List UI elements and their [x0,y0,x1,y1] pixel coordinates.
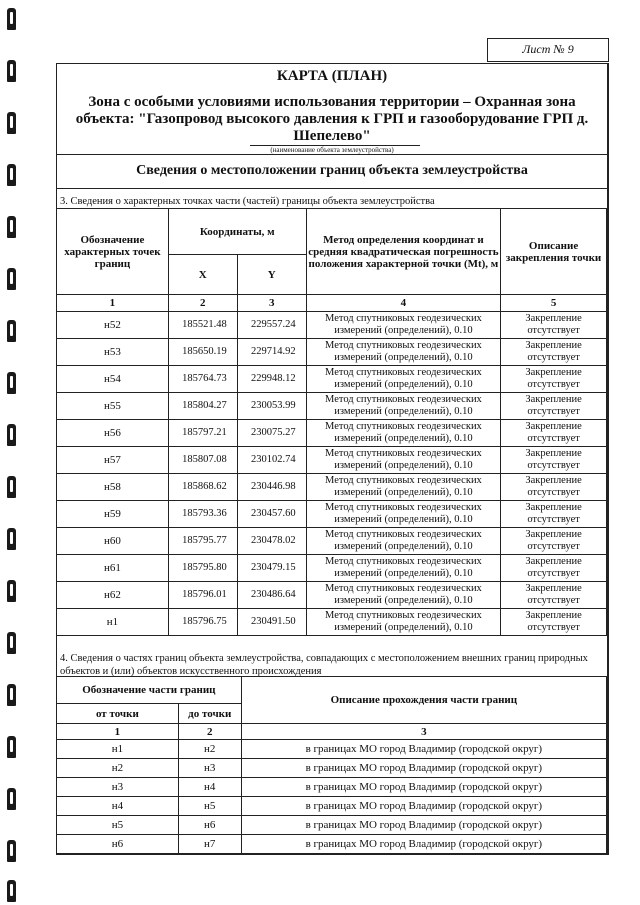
table-row [57,339,607,366]
method-line: Метод спутниковых геодезических [325,610,482,621]
method-line: измерений (определений), 0.10 [334,433,473,444]
object-name-note: (наименование объекта землеустройства) [270,146,394,154]
fixing-line: отсутствует [527,487,580,498]
table-row [57,420,607,447]
method-line: измерений (определений), 0.10 [334,460,473,471]
table-row [57,474,607,501]
binder-hole [7,320,16,342]
header-method: Метод определения координат и средняя квадратическая погрешность положения характерной точки (Мt), м [306,209,500,295]
part-description: в границах МО город Владимир (городской округ) [241,759,606,778]
coord-x: 185521.48 [168,312,237,339]
document-subtitle: Зона с особыми условиями использования территории – Охранная зона объекта: "Газопровод высокого давления к ГРП и газооборудование ГРП д. Шепелево" [75,94,589,144]
binder-hole [7,684,16,706]
table-row [57,835,607,854]
table-row [57,528,607,555]
method-line: Метод спутниковых геодезических [325,448,482,459]
from-point: н5 [57,816,179,835]
coord-y: 230486.64 [237,582,306,609]
fixing-line: отсутствует [527,433,580,444]
coord-x: 185797.21 [168,420,237,447]
part-description: в границах МО город Владимир (городской округ) [241,740,606,759]
header-description: Описание прохождения части границ [241,677,606,724]
coord-y: 230053.99 [237,393,306,420]
from-point: н6 [57,835,179,854]
method-cell [306,393,500,420]
method-line: измерений (определений), 0.10 [334,352,473,363]
fixing-line: Закрепление [525,367,582,378]
point-id: н57 [57,447,169,474]
table-row [57,759,607,778]
coord-x: 185650.19 [168,339,237,366]
method-cell [306,420,500,447]
from-point: н2 [57,759,179,778]
method-line: Метод спутниковых геодезических [325,475,482,486]
binder-hole [7,112,16,134]
fixing-line: Закрепление [525,502,582,513]
method-cell [306,339,500,366]
coord-y: 230446.98 [237,474,306,501]
coord-y: 229948.12 [237,366,306,393]
point-id: н59 [57,501,169,528]
table-row [57,582,607,609]
point-id: н60 [57,528,169,555]
col-number: 5 [501,295,607,312]
coord-x: 185795.80 [168,555,237,582]
header-x: X [168,255,237,295]
points-table [56,208,607,636]
binder-hole [7,736,16,758]
header-to: до точки [178,704,241,724]
table-row [57,797,607,816]
binder-hole [7,424,16,446]
method-line: Метод спутниковых геодезических [325,367,482,378]
col-number: 3 [241,724,606,740]
method-line: измерений (определений), 0.10 [334,568,473,579]
fixing-line: Закрепление [525,448,582,459]
binder-hole [7,580,16,602]
method-line: Метод спутниковых геодезических [325,313,482,324]
table-row [57,778,607,797]
point-id: н1 [57,609,169,636]
method-cell [306,366,500,393]
col-number: 1 [57,724,179,740]
method-line: Метод спутниковых геодезических [325,556,482,567]
fixing-line: отсутствует [527,595,580,606]
method-line: измерений (определений), 0.10 [334,514,473,525]
point-id: н53 [57,339,169,366]
method-line: измерений (определений), 0.10 [334,622,473,633]
table-row [57,501,607,528]
col-number: 4 [306,295,500,312]
header-coordinates: Координаты, м [168,209,306,255]
point-id: н55 [57,393,169,420]
method-line: измерений (определений), 0.10 [334,541,473,552]
binder-hole [7,528,16,550]
fixing-line: отсутствует [527,379,580,390]
fixing-cell [501,501,607,528]
part-description: в границах МО город Владимир (городской округ) [241,797,606,816]
method-cell [306,582,500,609]
fixing-cell [501,582,607,609]
coord-y: 230491.50 [237,609,306,636]
point-id: н61 [57,555,169,582]
binder-hole [7,372,16,394]
method-line: Метод спутниковых геодезических [325,421,482,432]
fixing-cell [501,555,607,582]
part-description: в границах МО город Владимир (городской округ) [241,835,606,854]
from-point: н4 [57,797,179,816]
coord-y: 230102.74 [237,447,306,474]
header-fixing: Описание закрепления точки [501,209,607,295]
method-cell [306,447,500,474]
method-line: измерений (определений), 0.10 [334,487,473,498]
header-designation: Обозначение части границ [57,677,242,704]
fixing-line: отсутствует [527,325,580,336]
fixing-line: Закрепление [525,313,582,324]
from-point: н3 [57,778,179,797]
method-cell [306,555,500,582]
binder-hole [7,476,16,498]
method-line: Метод спутниковых геодезических [325,583,482,594]
divider-line [56,154,608,155]
col-number: 2 [168,295,237,312]
method-line: Метод спутниковых геодезических [325,502,482,513]
method-line: Метод спутниковых геодезических [325,340,482,351]
coord-x: 185796.75 [168,609,237,636]
method-cell [306,501,500,528]
to-point: н5 [178,797,241,816]
binder-hole [7,8,16,30]
method-line: Метод спутниковых геодезических [325,529,482,540]
coord-y: 230479.15 [237,555,306,582]
point-id: н56 [57,420,169,447]
point-id: н52 [57,312,169,339]
method-cell [306,312,500,339]
binder-hole [7,788,16,810]
method-cell [306,474,500,501]
fixing-cell [501,420,607,447]
fixing-line: Закрепление [525,394,582,405]
method-cell [306,609,500,636]
fixing-line: отсутствует [527,541,580,552]
fixing-cell [501,393,607,420]
header-point-designation: Обозначение характерных точек границ [57,209,169,295]
fixing-line: Закрепление [525,475,582,486]
method-line: измерений (определений), 0.10 [334,595,473,606]
to-point: н4 [178,778,241,797]
method-line: измерений (определений), 0.10 [334,406,473,417]
coord-x: 185868.62 [168,474,237,501]
coord-y: 230478.02 [237,528,306,555]
coord-y: 230457.60 [237,501,306,528]
fixing-line: Закрепление [525,529,582,540]
table-row [57,555,607,582]
fixing-line: отсутствует [527,622,580,633]
point-id: н54 [57,366,169,393]
binder-hole [7,268,16,290]
fixing-line: Закрепление [525,610,582,621]
binder-hole [7,840,16,862]
table-row [57,447,607,474]
fixing-cell [501,528,607,555]
table-row [57,312,607,339]
header-y: Y [237,255,306,295]
to-point: н2 [178,740,241,759]
point-id: н62 [57,582,169,609]
coord-x: 185804.27 [168,393,237,420]
fixing-cell [501,609,607,636]
fixing-cell [501,312,607,339]
col-number: 3 [237,295,306,312]
col-number: 1 [57,295,169,312]
binder-hole [7,880,16,902]
part-description: в границах МО город Владимир (городской округ) [241,778,606,797]
point-id: н58 [57,474,169,501]
coord-y: 229714.92 [237,339,306,366]
sheet-number: Лист № 9 [522,42,574,56]
to-point: н3 [178,759,241,778]
divider-line [56,188,608,189]
col-number: 2 [178,724,241,740]
sheet-number-box [487,38,609,62]
to-point: н6 [178,816,241,835]
table-row [57,740,607,759]
binder-hole [7,632,16,654]
section-title: Сведения о местоположении границ объекта землеустройства [136,163,528,178]
coord-y: 229557.24 [237,312,306,339]
fixing-cell [501,474,607,501]
fixing-cell [501,447,607,474]
fixing-line: Закрепление [525,421,582,432]
table-row [57,609,607,636]
coord-x: 185793.36 [168,501,237,528]
binder-holes [2,0,22,905]
fixing-line: отсутствует [527,406,580,417]
table-row [57,816,607,835]
to-point: н7 [178,835,241,854]
coord-x: 185795.77 [168,528,237,555]
part-description: в границах МО город Владимир (городской округ) [241,816,606,835]
table-row [57,366,607,393]
coord-x: 185807.08 [168,447,237,474]
fixing-line: Закрепление [525,583,582,594]
coord-x: 185796.01 [168,582,237,609]
method-line: измерений (определений), 0.10 [334,325,473,336]
section4-caption: 4. Сведения о частях границ объекта землеустройства, совпадающих с местоположением внешних границ природных объектов и (или) объектов искусственного происхождения [60,653,588,677]
from-point: н1 [57,740,179,759]
binder-hole [7,164,16,186]
fixing-cell [501,339,607,366]
fixing-line: отсутствует [527,514,580,525]
table-row [57,393,607,420]
method-cell [306,528,500,555]
fixing-line: отсутствует [527,352,580,363]
binder-hole [7,60,16,82]
fixing-line: Закрепление [525,340,582,351]
fixing-cell [501,366,607,393]
boundary-parts-table [56,676,607,854]
header-from: от точки [57,704,179,724]
fixing-line: отсутствует [527,568,580,579]
fixing-line: отсутствует [527,460,580,471]
coord-y: 230075.27 [237,420,306,447]
binder-hole [7,216,16,238]
fixing-line: Закрепление [525,556,582,567]
method-line: измерений (определений), 0.10 [334,379,473,390]
document-title: КАРТА (ПЛАН) [276,68,388,84]
section3-caption: 3. Сведения о характерных точках части (частей) границы объекта землеустройства [60,196,435,207]
method-line: Метод спутниковых геодезических [325,394,482,405]
coord-x: 185764.73 [168,366,237,393]
